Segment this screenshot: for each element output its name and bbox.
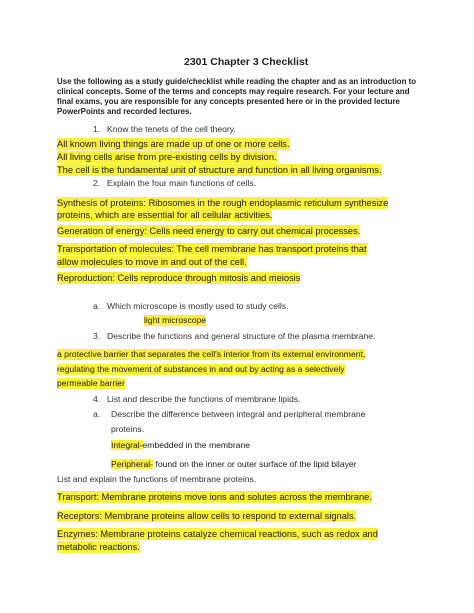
answer-line: allow molecules to move in and out of the cell. [57,257,247,267]
answer-line: All living cells arise from pre-existing cells by division. [57,152,277,162]
peripheral-description: found on the inner or outer surface of the lipid bilayer [153,459,357,469]
answer-line: regulating the movement of substances in and out by acting as a selectively [57,364,345,374]
question-number: 4. [93,394,101,404]
peripheral-answer [111,459,357,470]
question-text: Know the tenets of the cell theory. [107,124,236,134]
answer-line: Receptors: Membrane proteins allow cells to respond to external signals. [57,511,357,521]
answer-line: light microscope [144,315,207,325]
integral-label: Integral- [111,440,143,450]
sub-question-letter: a. [93,409,101,419]
answer-line: Reproduction: Cells reproduce through mitosis and meiosis [57,273,301,283]
question-number: 3. [93,331,101,341]
answer-line: a protective barrier that separates the cell's interior from its external environment, [57,349,366,359]
answer-line: The cell is the fundamental unit of structure and function in all living organisms. [57,165,382,175]
sub-question-text: Describe the difference between integral and peripheral membrane [111,409,366,419]
intro-line: clinical concepts. Some of the terms and concepts may require research. For your lecture and [57,87,410,96]
question-text: Explain the four main functions of cells. [107,178,257,188]
sub-question-text: proteins. [111,424,144,434]
integral-answer [111,440,250,451]
question-number: 1. [93,124,101,134]
answer-line: proteins, which are essential for all cellular activities. [57,210,273,220]
peripheral-label: Peripheral- [111,459,154,469]
answer-line: Transportation of molecules: The cell membrane has transport proteins that [57,244,367,254]
question-text: Describe the functions and general structure of the plasma membrane. [107,331,376,341]
question-text: List and describe the functions of membrane lipids. [107,394,301,404]
integral-description: embedded in the membrane [142,440,251,450]
intro-line: Use the following as a study guide/checklist while reading the chapter and as an introduction to [57,77,417,86]
answer-line: metabolic reactions. [57,542,140,552]
answer-line: Transport: Membrane proteins move ions and solutes across the membrane. [57,492,372,502]
question-number: 2. [93,178,101,188]
answer-line: All known living things are made up of one or more cells. [57,139,290,149]
answer-line: Synthesis of proteins: Ribosomes in the rough endoplasmic reticulum synthesize [57,198,389,208]
page-title: 2301 Chapter 3 Checklist [184,56,309,68]
answer-line: Enzymes: Membrane proteins catalyze chemical reactions, such as redox and [57,529,378,539]
question-text: List and explain the functions of membrane proteins. [57,474,257,484]
answer-line: permeable barrier [57,378,125,388]
intro-line: final exams, you are responsible for any concepts presented here or in the provided lecture [57,97,400,106]
answer-line: Generation of energy: Cells need energy to carry out chemical processes. [57,226,361,236]
sub-question-text: Which microscope is mostly used to study cells. [107,301,289,311]
intro-line: PowerPoints and recorded lectures. [57,107,192,116]
sub-question-letter: a. [93,301,101,311]
